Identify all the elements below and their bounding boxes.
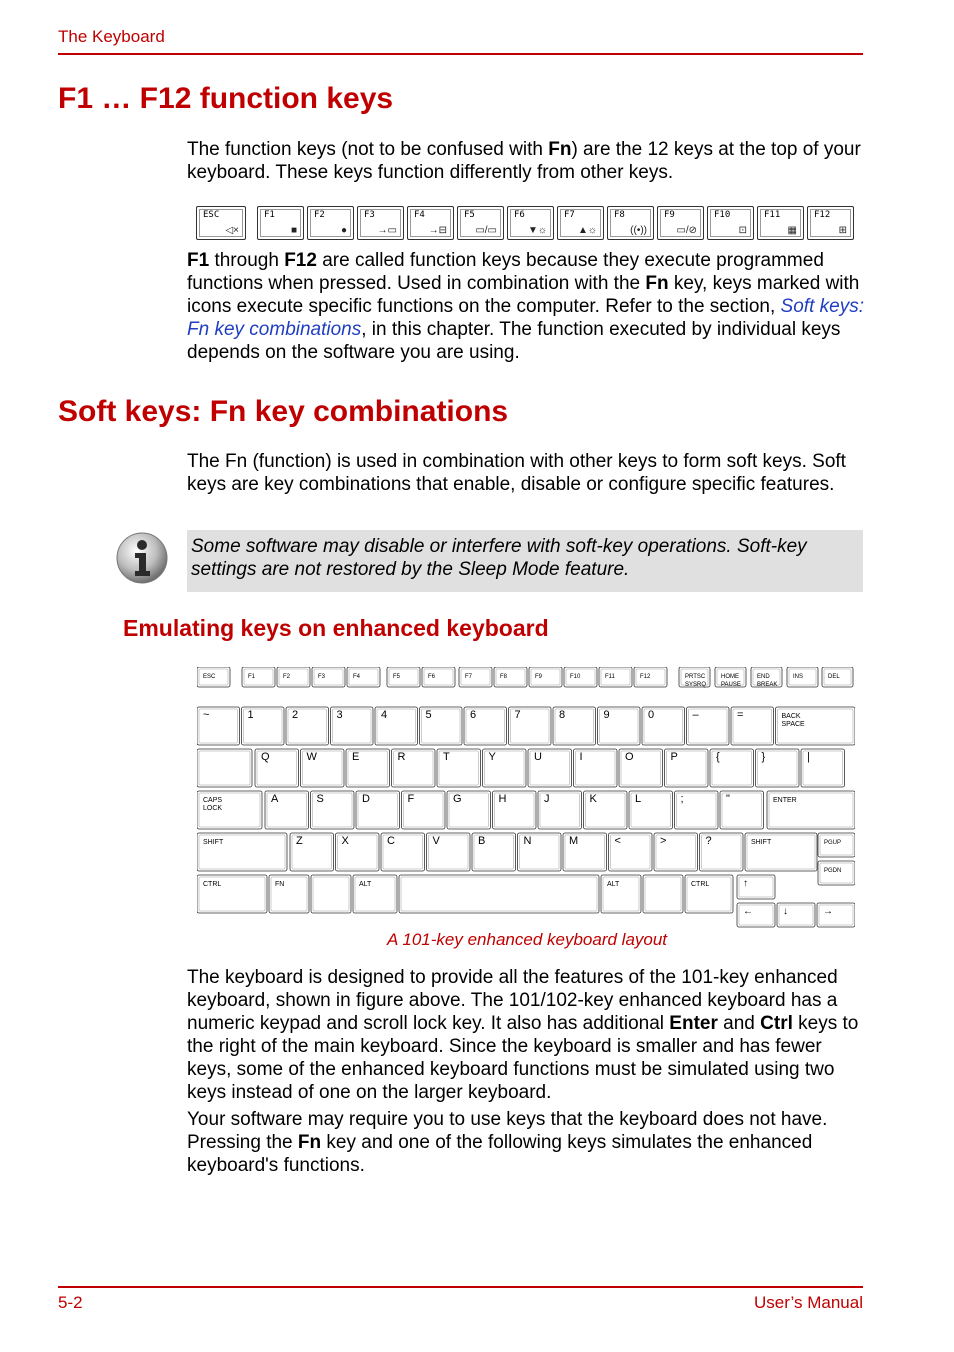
- svg-text:{: {: [716, 751, 720, 763]
- svg-text:ALT: ALT: [359, 881, 372, 888]
- svg-text:8: 8: [559, 709, 566, 721]
- kbd-key-3: [312, 667, 345, 687]
- kbd-key-15: [751, 667, 782, 688]
- svg-text:FN: FN: [275, 881, 285, 888]
- emulating-para-2: Your software may require you to use keys that the keyboard does not have. Pressing the Fn key and one of the following keys simulates the enhanced keyboard's functions.: [187, 1109, 828, 1176]
- kbd-shift-row-key-8: [654, 833, 698, 871]
- svg-text:O: O: [625, 751, 634, 763]
- kbd-lalt-key: [353, 875, 397, 913]
- svg-text:T: T: [443, 751, 450, 763]
- kbd-top-key-10: [710, 749, 754, 787]
- kbd-num-key-3: [331, 707, 374, 745]
- svg-text:Y: Y: [488, 751, 496, 763]
- fkey-f1: [257, 206, 304, 240]
- svg-text:W: W: [306, 751, 317, 763]
- keyboard-layout-figure: [197, 667, 855, 929]
- kbd-ralt-key: [601, 875, 641, 913]
- soft-keys-link[interactable]: Soft keys: Fn key combinations: [187, 296, 864, 340]
- fkey-f12: [807, 206, 854, 240]
- fkey-f7: [557, 206, 604, 240]
- kbd-key-4: [347, 667, 380, 687]
- svg-text:3: 3: [336, 709, 343, 721]
- fkey-label: F11: [764, 210, 781, 220]
- kbd-num-key-5: [420, 707, 463, 745]
- kbd-num-key-0: [197, 707, 240, 745]
- svg-text:~: ~: [203, 709, 210, 721]
- kbd-top-key-9: [665, 749, 709, 787]
- fkey-f4: [407, 206, 454, 240]
- arrow-mode-icon: ⊡: [738, 225, 747, 236]
- kbd-up-key: [737, 875, 775, 899]
- svg-text:END: END: [757, 674, 770, 680]
- svg-text:X: X: [341, 835, 349, 847]
- svg-text:G: G: [453, 793, 462, 805]
- svg-text:K: K: [589, 793, 597, 805]
- svg-text:BACK: BACK: [781, 713, 801, 720]
- svg-text:": ": [726, 793, 730, 805]
- fkey-label: F6: [514, 210, 525, 220]
- kbd-shift-row-key-4: [472, 833, 516, 871]
- svg-text:F1: F1: [248, 674, 256, 680]
- kbd-key-12: [634, 667, 667, 687]
- svg-text:SPACE: SPACE: [781, 721, 805, 728]
- fkey-esc: [196, 206, 246, 240]
- kbd-home-key-1: [311, 791, 355, 829]
- svg-text:SYSRQ: SYSRQ: [685, 682, 707, 688]
- kbd-home-key-10: [720, 791, 764, 829]
- svg-text:F6: F6: [428, 674, 436, 680]
- kbd-key-6: [422, 667, 455, 687]
- note-text: Some software may disable or interfere with soft-key operations. Soft-key settings are not restored by the Sleep Mode feature.: [191, 536, 807, 580]
- kbd-home-key-6: [538, 791, 582, 829]
- kbd-down-key: [777, 903, 815, 927]
- kbd-top-key-0: [255, 749, 299, 787]
- fkeys-intro: The function keys (not to be confused with Fn) are the 12 keys at the top of your keyboard. These keys function differently from other keys.: [187, 139, 861, 183]
- kbd-num-key-7: [509, 707, 552, 745]
- svg-text:F3: F3: [318, 674, 326, 680]
- fkey-label: F9: [664, 210, 675, 220]
- fkey-label: F5: [464, 210, 475, 220]
- svg-text:|: |: [807, 751, 810, 763]
- kbd-num-key-10: [642, 707, 685, 745]
- svg-text:F2: F2: [283, 674, 291, 680]
- kbd-key-9: [529, 667, 562, 687]
- kbd-num-key-11: [687, 707, 730, 745]
- kbd-key-11: [599, 667, 632, 687]
- svg-text:?: ?: [705, 835, 712, 847]
- kbd-home-key-9: [675, 791, 719, 829]
- svg-text:=: =: [737, 709, 744, 721]
- svg-text:S: S: [316, 793, 324, 805]
- kbd-top-key-6: [528, 749, 572, 787]
- kbd-home-key-3: [402, 791, 446, 829]
- svg-text:4: 4: [381, 709, 388, 721]
- svg-text:1: 1: [247, 709, 254, 721]
- svg-text:J: J: [544, 793, 550, 805]
- kbd-key-0: [197, 667, 230, 687]
- svg-text:ENTER: ENTER: [773, 797, 797, 804]
- svg-text:SHIFT: SHIFT: [751, 839, 772, 846]
- fkey-f9: [657, 206, 704, 240]
- svg-text:A: A: [271, 793, 279, 805]
- kbd-num-key-4: [375, 707, 418, 745]
- svg-text:<: <: [614, 835, 621, 847]
- emulating-heading: Emulating keys on enhanced keyboard: [123, 615, 549, 641]
- sleep-icon: →▭: [377, 225, 397, 236]
- svg-text:CTRL: CTRL: [203, 881, 222, 888]
- fkey-label: ESC: [203, 210, 220, 220]
- svg-text:F12: F12: [640, 674, 651, 680]
- fkey-label: F1: [264, 210, 275, 220]
- touchpad-icon: ▭/⊘: [676, 225, 697, 236]
- fkey-f8: [607, 206, 654, 240]
- svg-text:C: C: [387, 835, 395, 847]
- kbd-num-key-9: [598, 707, 641, 745]
- svg-text:Z: Z: [296, 835, 303, 847]
- svg-text:F7: F7: [465, 674, 473, 680]
- svg-text:U: U: [534, 751, 542, 763]
- fkeys-heading: F1 … F12 function keys: [58, 82, 394, 115]
- kbd-num-key-13: [776, 707, 856, 745]
- kbd-key-13: [679, 667, 710, 688]
- kbd-left-key: [737, 903, 775, 927]
- kbd-home-key-2: [356, 791, 400, 829]
- svg-text:Q: Q: [261, 751, 270, 763]
- svg-text:–: –: [692, 709, 699, 721]
- kbd-home-key-7: [584, 791, 628, 829]
- emulating-para-1: The keyboard is designed to provide all the features of the 101-key enhanced keyboard, shown in figure above. The 101/102-key enhanced keyboard has a numeric keypad and scroll lock key. It also has additional Enter and Ctrl keys to the right of the main keyboard. Since the keyboard is smaller and has fewer keys, some of the enhanced keyboard functions must be simulated using two keys instead of one on the larger keyboard.: [187, 967, 859, 1103]
- kbd-top-key-7: [574, 749, 618, 787]
- svg-text:CTRL: CTRL: [691, 881, 710, 888]
- kbd-top-key-3: [392, 749, 436, 787]
- svg-text:HOME: HOME: [721, 674, 739, 680]
- kbd-right-key: [817, 903, 855, 927]
- fkey-f10: [707, 206, 754, 240]
- svg-text:BREAK: BREAK: [757, 682, 778, 688]
- kbd-lshift-key: [197, 833, 287, 871]
- svg-text:F5: F5: [393, 674, 401, 680]
- wireless-icon: ((•)): [630, 225, 647, 236]
- svg-text:2: 2: [292, 709, 299, 721]
- kbd-key-8: [494, 667, 527, 687]
- kbd-shift-row-key-5: [518, 833, 562, 871]
- kbd-caps-key: [197, 791, 262, 829]
- figure-caption: A 101-key enhanced keyboard layout: [386, 930, 668, 949]
- kbd-shift-row-key-9: [700, 833, 744, 871]
- kbd-home-key-0: [265, 791, 309, 829]
- kbd-top-key-8: [619, 749, 663, 787]
- kbd-top-key-4: [437, 749, 481, 787]
- note-box: [187, 530, 863, 592]
- fkey-label: F10: [714, 210, 731, 220]
- svg-text:M: M: [569, 835, 579, 847]
- kbd-home-key-4: [447, 791, 491, 829]
- kbd-key-5: [387, 667, 420, 687]
- kbd-shift-row-key-2: [381, 833, 425, 871]
- svg-text:CAPS: CAPS: [203, 797, 223, 804]
- kbd-key-16: [787, 667, 818, 687]
- kbd-num-key-2: [286, 707, 329, 745]
- kbd-home-key-8: [629, 791, 673, 829]
- svg-text:B: B: [478, 835, 486, 847]
- kbd-lctrl-key: [197, 875, 267, 913]
- kbd-num-key-12: [731, 707, 774, 745]
- kbd-windows-key: [311, 875, 351, 913]
- svg-text:}: }: [761, 751, 766, 763]
- kbd-enter-key: [767, 791, 855, 829]
- svg-text:DEL: DEL: [828, 674, 840, 680]
- svg-text:F8: F8: [500, 674, 508, 680]
- kbd-top-key-11: [756, 749, 800, 787]
- kbd-shift-row-key-3: [427, 833, 471, 871]
- fkey-f11: [757, 206, 804, 240]
- kbd-shift-row-key-7: [609, 833, 653, 871]
- display-switch-icon: ▭/▭: [475, 225, 497, 236]
- speaker-mute-icon: ◁×: [225, 225, 239, 236]
- svg-text:V: V: [432, 835, 440, 847]
- svg-text:SHIFT: SHIFT: [203, 839, 224, 846]
- svg-text:←: ←: [743, 906, 753, 917]
- running-header: The Keyboard: [58, 27, 165, 46]
- svg-text:→: →: [823, 906, 833, 917]
- kbd-key-10: [564, 667, 597, 687]
- svg-text:H: H: [498, 793, 507, 805]
- fkey-label: F7: [564, 210, 575, 220]
- brightness-down-icon: ▼☼: [527, 225, 547, 236]
- kbd-pgup-key: [818, 833, 855, 857]
- svg-text:R: R: [397, 751, 406, 763]
- manual-name: User’s Manual: [754, 1293, 863, 1312]
- kbd-space-key: [399, 875, 599, 913]
- numeric-mode-icon: ▦: [787, 225, 797, 236]
- svg-text:↑: ↑: [743, 878, 748, 889]
- kbd-top-key-1: [301, 749, 345, 787]
- svg-text:F: F: [407, 793, 415, 805]
- svg-text:6: 6: [470, 709, 477, 721]
- kbd-shift-row-key-6: [563, 833, 607, 871]
- power-plan-icon: ●: [340, 225, 347, 236]
- svg-text:PRTSC: PRTSC: [685, 674, 706, 680]
- fkey-label: F8: [614, 210, 625, 220]
- svg-text:F9: F9: [535, 674, 543, 680]
- kbd-top-key-5: [483, 749, 527, 787]
- svg-text:D: D: [362, 793, 370, 805]
- kbd-tab-key: [197, 749, 252, 787]
- svg-text:F11: F11: [605, 674, 615, 680]
- svg-text:0: 0: [648, 709, 655, 721]
- svg-text:5: 5: [425, 709, 432, 721]
- svg-text:ESC: ESC: [203, 674, 216, 680]
- kbd-shift-row-key-1: [336, 833, 380, 871]
- svg-text:F10: F10: [570, 674, 581, 680]
- fkey-label: F2: [314, 210, 325, 220]
- kbd-key-1: [242, 667, 275, 687]
- fkey-label: F12: [814, 210, 831, 220]
- fkey-f3: [357, 206, 404, 240]
- page-number: 5-2: [58, 1293, 83, 1312]
- svg-text:↓: ↓: [783, 906, 788, 917]
- kbd-num-key-8: [553, 707, 596, 745]
- fkey-label: F4: [414, 210, 425, 220]
- svg-text:PAUSE: PAUSE: [721, 682, 741, 688]
- svg-text:N: N: [523, 835, 532, 847]
- fkey-f5: [457, 206, 504, 240]
- svg-text:;: ;: [680, 793, 684, 805]
- kbd-num-key-1: [242, 707, 285, 745]
- fkeys-body: F1 through F12 are called function keys because they execute programmed functions when pressed. Used in combination with the Fn key, keys marked with icons execute specific functions on the computer. Refer to the section, Soft keys: Fn key combinations, in this chapter. The function executed by individual keys depends on the software you are using.: [187, 250, 864, 363]
- kbd-rctrl-key: [685, 875, 733, 913]
- kbd-num-key-6: [464, 707, 507, 745]
- kbd-fn-key: [269, 875, 309, 913]
- svg-text:9: 9: [603, 709, 610, 721]
- fkey-f2: [307, 206, 354, 240]
- svg-text:>: >: [660, 835, 667, 847]
- svg-text:LOCK: LOCK: [203, 805, 223, 812]
- scroll-lock-icon: ⊞: [838, 225, 847, 236]
- kbd-key-2: [277, 667, 310, 687]
- soft-keys-heading: Soft keys: Fn key combinations: [58, 395, 509, 428]
- fkey-label: F3: [364, 210, 375, 220]
- kbd-key-17: [822, 667, 853, 687]
- svg-text:7: 7: [514, 709, 521, 721]
- svg-text:I: I: [579, 751, 583, 763]
- svg-text:E: E: [352, 751, 360, 763]
- kbd-rshift-key: [745, 833, 817, 871]
- svg-text:ALT: ALT: [607, 881, 620, 888]
- kbd-app-key: [643, 875, 683, 913]
- footer-rule: [58, 1286, 863, 1288]
- kbd-key-14: [715, 667, 746, 688]
- hibernate-icon: →⊟: [428, 225, 447, 236]
- info-icon: [115, 531, 169, 585]
- soft-keys-intro: The Fn (function) is used in combination with other keys to form soft keys. Soft keys are key combinations that enable, disable or configure specific features.: [187, 451, 846, 495]
- lock-icon: ■: [290, 225, 297, 236]
- kbd-home-key-5: [493, 791, 537, 829]
- brightness-up-icon: ▲☼: [577, 225, 597, 236]
- svg-text:F4: F4: [353, 674, 361, 680]
- kbd-top-key-2: [346, 749, 390, 787]
- kbd-shift-row-key-0: [290, 833, 334, 871]
- kbd-top-key-12: [801, 749, 845, 787]
- svg-text:PGDN: PGDN: [824, 868, 842, 874]
- kbd-key-7: [459, 667, 492, 687]
- svg-text:PGUP: PGUP: [824, 840, 842, 846]
- svg-text:P: P: [670, 751, 678, 763]
- header-rule: [58, 53, 863, 55]
- svg-text:INS: INS: [793, 674, 804, 680]
- kbd-pgdn-key: [818, 861, 855, 885]
- svg-text:L: L: [635, 793, 642, 805]
- fkey-f6: [507, 206, 554, 240]
